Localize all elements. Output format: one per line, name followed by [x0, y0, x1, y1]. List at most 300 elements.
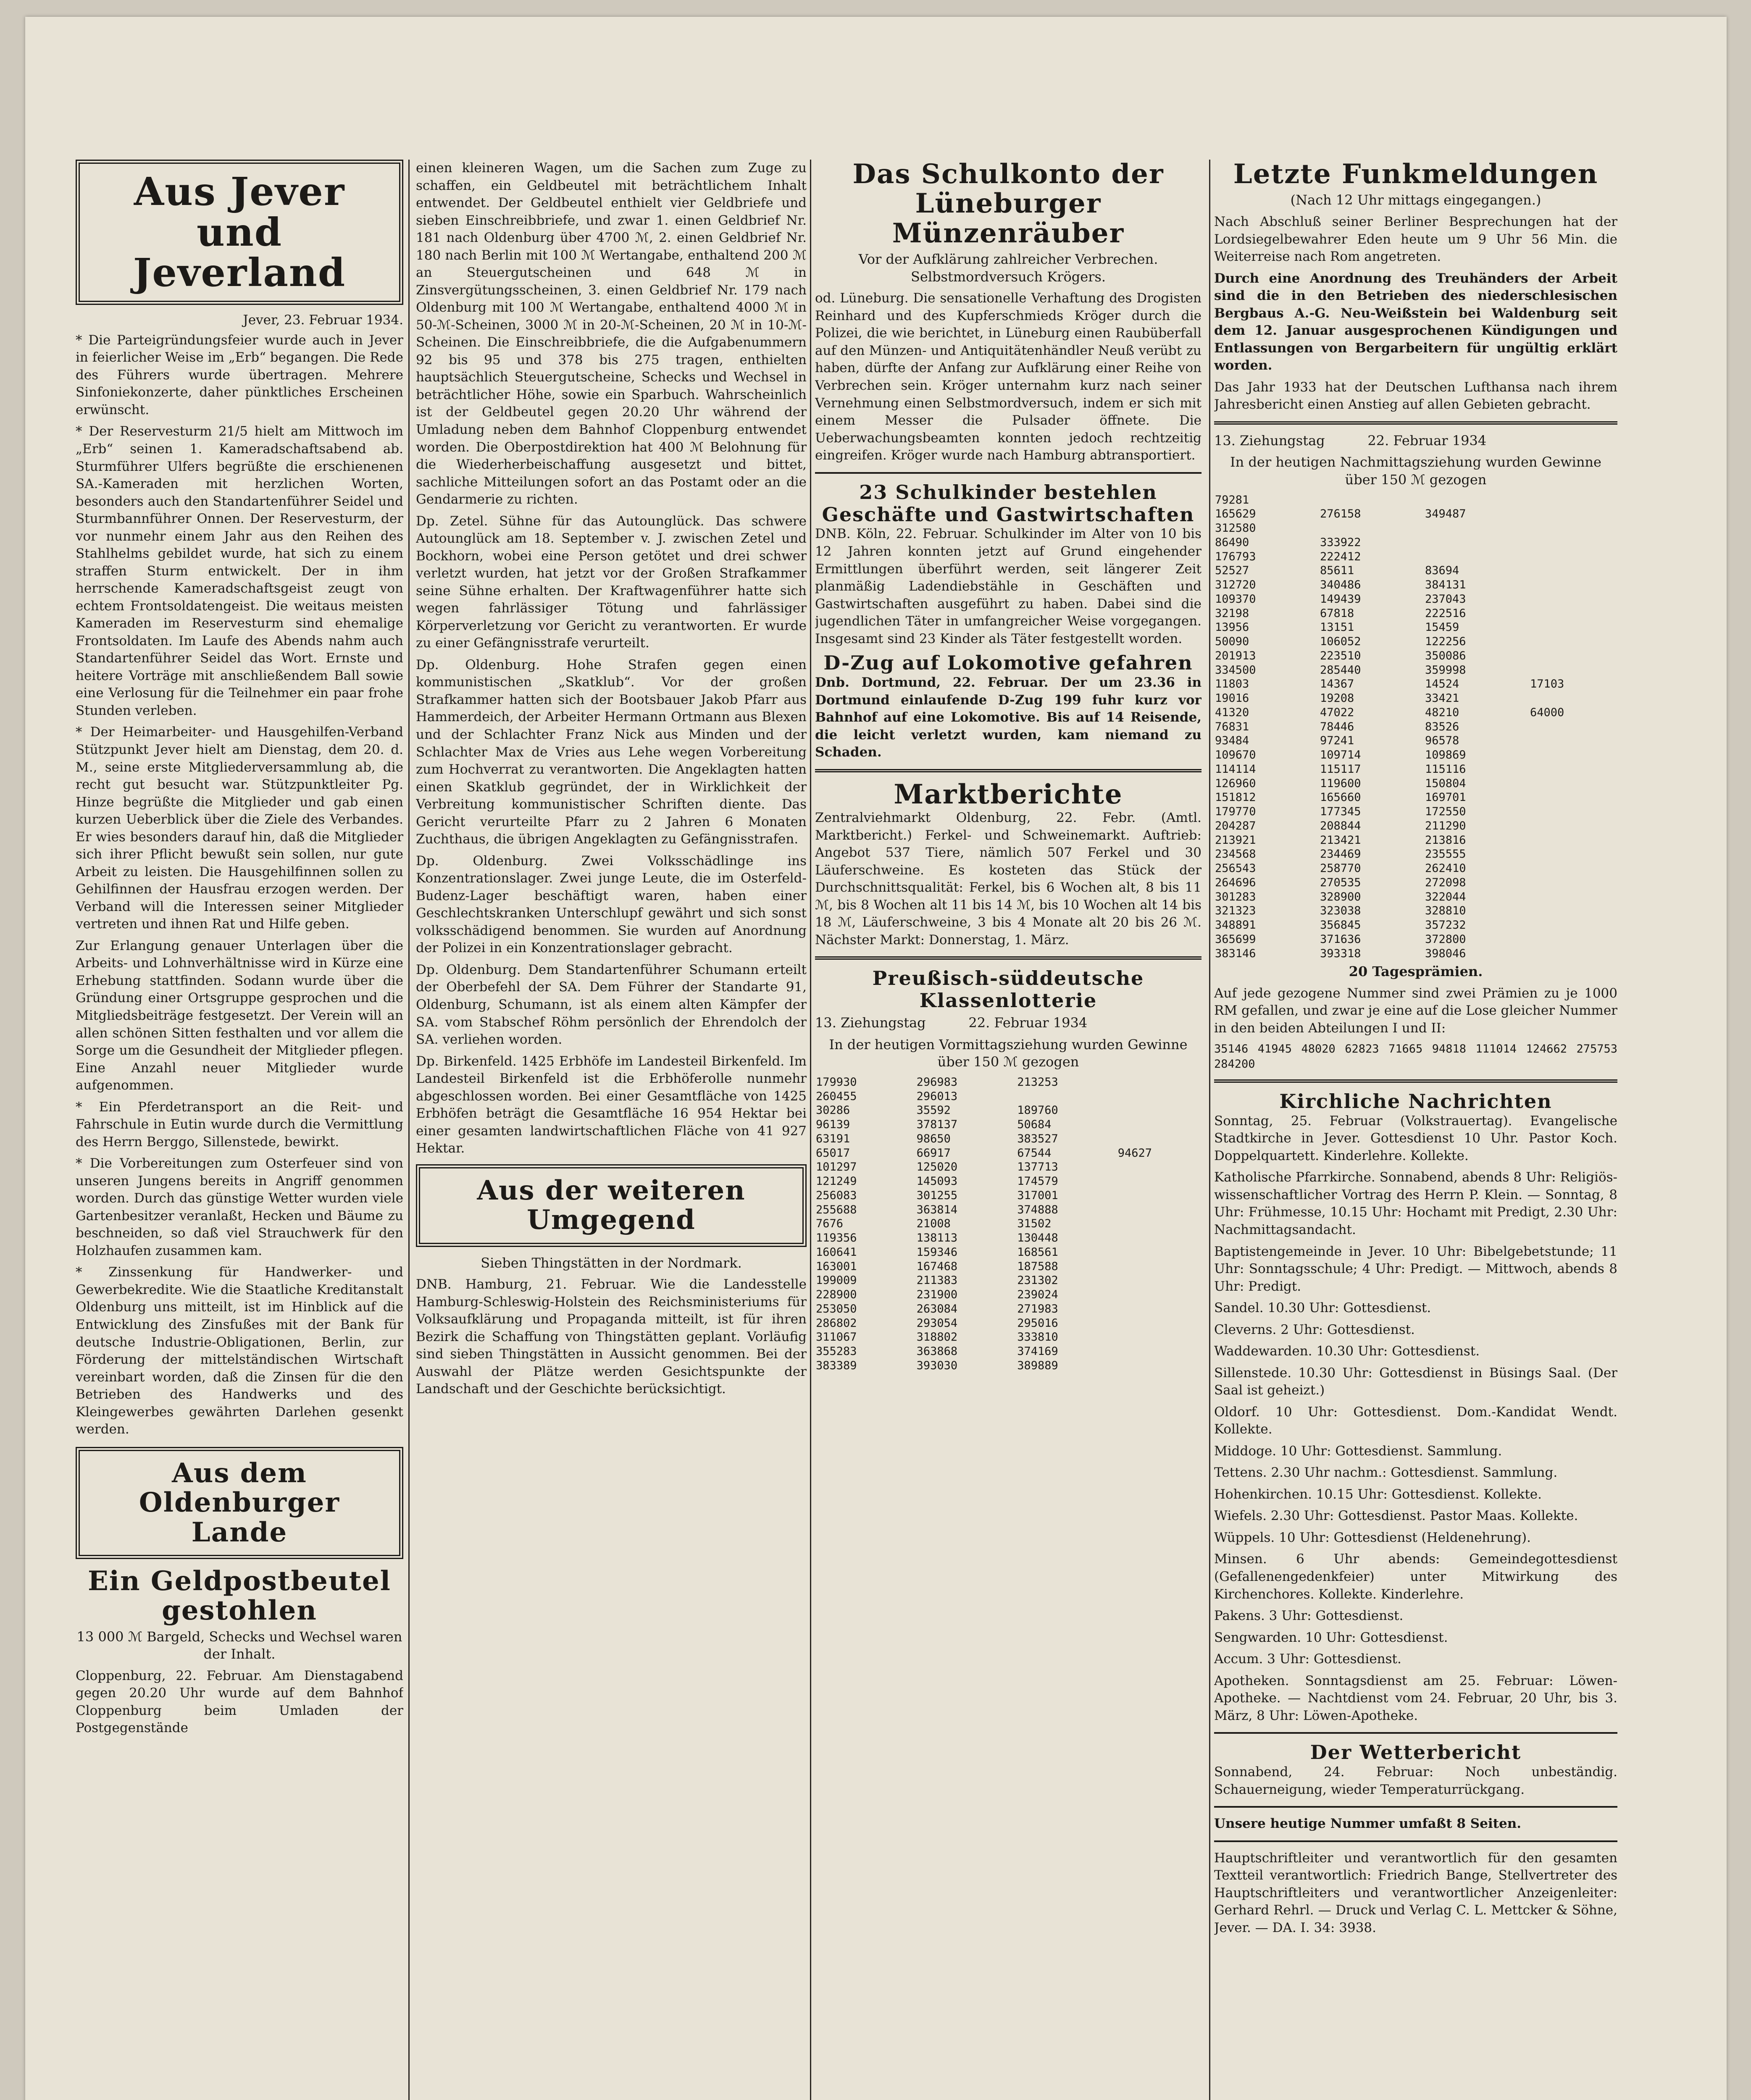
table-cell: 258770	[1320, 862, 1361, 875]
lottery-head: 13. Ziehungstag 22. Februar 1934	[1214, 432, 1487, 449]
table-cell: 151812	[1215, 791, 1256, 804]
article-subheadline: 13 000 ℳ Bargeld, Schecks und Wechsel waren der Inhalt.	[76, 1628, 402, 1662]
table-cell: 187588	[1017, 1260, 1058, 1273]
table-cell: 223510	[1320, 649, 1361, 662]
church-item: Sillenstede. 10.30 Uhr: Gottesdienst in Büsings Saal. (Der Saal ist geheizt.)	[1214, 1365, 1617, 1398]
table-cell: 48210	[1425, 706, 1459, 719]
church-item: Accum. 3 Uhr: Gottesdienst.	[1214, 1651, 1401, 1667]
table-cell: 213253	[1017, 1075, 1058, 1089]
table-row	[1214, 790, 1617, 805]
table-row	[1214, 706, 1617, 720]
table-row	[815, 1302, 1202, 1316]
table-cell: 169701	[1425, 791, 1466, 804]
table-row	[1214, 890, 1617, 904]
table-cell: 296013	[916, 1089, 958, 1103]
table-row	[815, 1160, 1202, 1174]
table-cell: 222412	[1320, 550, 1361, 563]
table-cell: 208844	[1320, 819, 1361, 832]
table-cell: 119356	[816, 1231, 857, 1245]
table-cell: 348891	[1215, 919, 1256, 932]
church-item: Middoge. 10 Uhr: Gottesdienst. Sammlung.	[1214, 1443, 1502, 1459]
table-cell: 163001	[816, 1260, 857, 1273]
table-row	[1214, 493, 1617, 507]
table-cell: 78446	[1320, 720, 1354, 733]
imprint: Hauptschriftleiter und verantwortlich für den gesamten Textteil verantwortlich: Friedrich Bange, Stellvertreter des Hauptschriftleiters und verantwortlicher Anzeigenleiter: Gerhard Rehrl. — Druck und Verlag C. L. Mettcker & Söhne, Jever. — DA. I. 34: 3938.	[1214, 1850, 1617, 1935]
article-headline: Ein Geldpostbeutel gestohlen	[88, 1565, 391, 1627]
table-row	[815, 1330, 1202, 1344]
table-cell: 168561	[1017, 1245, 1058, 1259]
dateline: Jever, 23. Februar 1934.	[243, 312, 403, 328]
table-cell: 35592	[916, 1104, 951, 1117]
table-cell: 149439	[1320, 592, 1361, 606]
table-row	[815, 1273, 1202, 1288]
table-row	[815, 1132, 1202, 1146]
column-rule	[810, 160, 811, 2100]
table-cell: 201913	[1215, 649, 1256, 662]
table-cell: 66917	[916, 1146, 951, 1160]
table-row	[815, 1231, 1202, 1245]
table-cell: 323038	[1320, 904, 1361, 918]
news-paragraph: * Zinssenkung für Handwerker- und Gewerbekredite. Wie die Staatliche Kreditanstalt Oldenburg uns mitteilt, ist im Hinblick auf die Entwicklung des Zinsfußes mit der Bank für deutsche Industrie-Obligationen, Berlin, zur Förderung der mittelständischen Wirtschaft vereinbart worden, daß die Zinsen für die den Betrieben des Handwerks und des Kleingewerbes gewährten Darlehen gesenkt werden.	[76, 1265, 403, 1437]
table-cell: 96139	[816, 1118, 850, 1131]
table-row	[1214, 861, 1617, 876]
news-paragraph: * Ein Pferdetransport an die Reit- und Fahrschule in Eutin wurde durch die Vermittlung des Herrn Berggo, Sillenstede, bewirkt.	[76, 1099, 403, 1150]
table-row	[815, 1245, 1202, 1260]
table-cell: 167468	[916, 1260, 958, 1273]
table-cell: 374169	[1017, 1345, 1058, 1358]
table-row	[1214, 847, 1617, 861]
table-cell: 213816	[1425, 833, 1466, 847]
table-cell: 76831	[1215, 720, 1249, 733]
news-paragraph: Dp. Oldenburg. Zwei Volksschädlinge ins Konzentrationslager. Zwei junge Leute, die im Osterfeld-Budenz-Lager beschäftigt waren, haben einer Geschlechtskranken Unterschlupf gewährt und sich sonst volksschädigend benommen. Sie wurden auf Anordnung der Polizei in ein Konzentrationslager gebracht.	[416, 853, 807, 956]
news-paragraph: * Die Parteigründungsfeier wurde auch in Jever in feierlicher Weise im „Erb“ begangen. Die Rede des Führers wurde übertragen. Mehrere Sinfoniekonzerte, daher pünktliches Erscheinen erwünscht.	[76, 332, 403, 417]
table-cell: 253050	[816, 1302, 857, 1315]
table-row	[1214, 947, 1617, 961]
table-cell: 7676	[816, 1217, 844, 1231]
table-cell: 176793	[1215, 550, 1256, 563]
table-cell: 350086	[1425, 649, 1466, 662]
table-cell: 363814	[916, 1203, 958, 1216]
divider	[1214, 1732, 1617, 1734]
church-item: Katholische Pfarrkirche. Sonnabend, abends 8 Uhr: Religiös-wissenschaftlicher Vortrag des Herrn P. Klein. — Sonntag, 8 Uhr: Frühmesse, 10.15 Uhr: Hochamt mit Predigt, 2.30 Uhr: Nachmittagsandacht.	[1214, 1170, 1617, 1237]
table-cell: 98650	[916, 1132, 951, 1145]
weather-text: Sonnabend, 24. Februar: Noch unbeständig. Schauerneigung, wieder Temperaturrückgang.	[1214, 1764, 1617, 1797]
table-row	[1214, 507, 1617, 521]
table-row	[1214, 649, 1617, 663]
table-row	[815, 1344, 1202, 1359]
table-cell: 256083	[816, 1189, 857, 1202]
column-news	[815, 160, 1202, 1373]
table-cell: 32198	[1215, 606, 1249, 620]
news-paragraph: od. Lüneburg. Die sensationelle Verhaftung des Drogisten Reinhard und des Kupferschmieds Kröger durch die Polizei, die wie berichtet, in Lüneburg einen Raubüberfall auf den Münzen- und Antiquitätenhändler Neuß verübt zu haben, dürfte der Anfang zur Aufklärung einer Reihe von Verbrechen sein. Kröger unternahm kurz nach seiner Vernehmung einen Selbstmordversuch, indem er sich mit einem Messer die Pulsader öffnete. Die Ueberwachungsbeamten konnten jedoch rechtzeitig eingreifen. Kröger wurde nach Hamburg abtransportiert.	[815, 291, 1202, 463]
table-cell: 122256	[1425, 635, 1466, 648]
table-cell: 13151	[1320, 621, 1354, 634]
premium-head: 20 Tagesprämien.	[1349, 963, 1483, 980]
table-row	[1214, 550, 1617, 564]
table-cell: 86490	[1215, 536, 1249, 549]
section-title: Kirchliche Nachrichten	[1279, 1089, 1552, 1113]
table-cell: 318802	[916, 1331, 958, 1344]
table-row	[1214, 932, 1617, 947]
church-item: Oldorf. 10 Uhr: Gottesdienst. Dom.-Kandidat Wendt. Kollekte.	[1214, 1404, 1617, 1437]
table-cell: 64000	[1530, 706, 1564, 719]
table-row	[1214, 805, 1617, 819]
table-cell: 340486	[1320, 578, 1361, 592]
premium-numbers: 35146 41945 48020 62823 71665 94818 111014 124662 275753 284200	[1214, 1042, 1617, 1071]
table-row	[1214, 663, 1617, 677]
table-cell: 296983	[916, 1075, 958, 1089]
table-cell: 83526	[1425, 720, 1459, 733]
church-item: Wüppels. 10 Uhr: Gottesdienst (Heldenehrung).	[1214, 1530, 1531, 1545]
table-cell: 234469	[1320, 848, 1361, 861]
table-row	[1214, 592, 1617, 606]
premium-text: Auf jede gezogene Nummer sind zwei Prämien zu je 1000 RM gefallen, und zwar je eine auf die Lose gleicher Nummer in den beiden Abteilungen I und II:	[1214, 985, 1617, 1036]
table-cell: 109714	[1320, 748, 1361, 762]
table-cell: 126960	[1215, 777, 1256, 790]
lottery-subhead: In der heutigen Nachmittagsziehung wurden Gewinne über 150 ℳ gezogen	[1230, 454, 1601, 488]
table-row	[815, 1203, 1202, 1217]
news-paragraph: Nach Abschluß seiner Berliner Besprechungen hat der Lordsiegelbewahrer Eden heute um 9 Uhr 56 Min. die Weiterreise nach Rom angetreten.	[1214, 214, 1617, 265]
table-row	[1214, 564, 1617, 578]
table-cell: 115116	[1425, 762, 1466, 776]
table-cell: 83694	[1425, 564, 1459, 578]
article-headline: D-Zug auf Lokomotive gefahren	[823, 651, 1193, 675]
table-cell: 115117	[1320, 762, 1361, 776]
table-cell: 270535	[1320, 876, 1361, 889]
column-rule	[408, 160, 410, 2100]
section-header-umgegend	[416, 1164, 807, 1247]
table-cell: 256543	[1215, 862, 1256, 875]
table-cell: 50684	[1017, 1118, 1052, 1131]
table-cell: 13956	[1215, 621, 1249, 634]
divider	[1214, 1079, 1617, 1083]
table-cell: 383146	[1215, 947, 1256, 960]
church-item: Pakens. 3 Uhr: Gottesdienst.	[1214, 1608, 1404, 1624]
divider	[815, 956, 1202, 960]
table-cell: 263084	[916, 1302, 958, 1315]
table-cell: 109370	[1215, 592, 1256, 606]
table-cell: 295016	[1017, 1316, 1058, 1330]
table-cell: 371636	[1320, 932, 1361, 946]
table-cell: 47022	[1320, 706, 1354, 719]
table-row	[815, 1089, 1202, 1104]
table-cell: 393030	[916, 1359, 958, 1372]
church-item: Waddewarden. 10.30 Uhr: Gottesdienst.	[1214, 1344, 1480, 1359]
table-row	[815, 1146, 1202, 1160]
table-row	[1214, 521, 1617, 536]
lottery-head: 13. Ziehungstag 22. Februar 1934	[815, 1015, 1088, 1031]
table-cell: 15459	[1425, 621, 1459, 634]
table-cell: 199009	[816, 1274, 857, 1287]
table-cell: 321323	[1215, 904, 1256, 918]
table-cell: 31502	[1017, 1217, 1052, 1231]
table-cell: 179770	[1215, 805, 1256, 819]
table-row	[1214, 876, 1617, 890]
table-row	[815, 1359, 1202, 1373]
table-cell: 189760	[1017, 1104, 1058, 1117]
church-item: Hohenkirchen. 10.15 Uhr: Gottesdienst. Kollekte.	[1214, 1486, 1542, 1502]
table-cell: 179930	[816, 1075, 857, 1089]
table-cell: 63191	[816, 1132, 850, 1145]
table-cell: 374888	[1017, 1203, 1058, 1216]
table-cell: 101297	[816, 1160, 857, 1174]
table-cell: 211290	[1425, 819, 1466, 832]
table-cell: 213421	[1320, 833, 1361, 847]
table-row	[815, 1288, 1202, 1302]
table-row	[1214, 578, 1617, 592]
table-cell: 359998	[1425, 663, 1466, 677]
table-row	[1214, 720, 1617, 734]
table-cell: 114114	[1215, 762, 1256, 776]
news-paragraph: Dp. Zetel. Sühne für das Autounglück. Das schwere Autounglück am 18. September v. J. zwischen Zetel und Bockhorn, wobei eine Person getötet und drei schwer verletzt wurden, hat jetzt vor der Großen Strafkammer seine Sühne erhalten. Der Kraftwagenführer hatte sich wegen fahrlässiger Tötung und fahrlässiger Körperverletzung vor Gericht zu verantworten. Er wurde zu einer Gefängnisstrafe verurteilt.	[416, 513, 807, 651]
table-cell: 333810	[1017, 1331, 1058, 1344]
table-cell	[1117, 1089, 1202, 1104]
news-paragraph: * Die Vorbereitungen zum Osterfeuer sind von unseren Jungens bereits in Angriff genommen worden. Durch das günstige Wetter wurden viele Gartenbesitzer veranlaßt, Hecken und Bäume zu beschneiden, so daß viel Strauchwerk für den Holzhaufen zusammen kam.	[76, 1156, 403, 1258]
article-subheadline: Vor der Aufklärung zahlreicher Verbrechen. Selbstmordversuch Krögers.	[858, 251, 1158, 285]
table-row	[1214, 833, 1617, 848]
column-funk	[1214, 160, 1617, 1941]
column-jever	[76, 160, 403, 1741]
table-cell: 398046	[1425, 947, 1466, 960]
section-title: Letzte Funkmeldungen	[1233, 160, 1599, 190]
table-cell: 328810	[1425, 904, 1466, 918]
pages-note: Unsere heutige Nummer umfaßt 8 Seiten.	[1214, 1816, 1522, 1832]
table-cell: 93484	[1215, 734, 1249, 748]
table-cell: 172550	[1425, 805, 1466, 819]
church-item: Minsen. 6 Uhr abends: Gemeindegottesdienst (Gefallenengedenkfeier) unter Mitwirkung des Kirchenchores. Kollekte. Kinderlehre.	[1214, 1551, 1617, 1602]
table-cell: 21008	[916, 1217, 951, 1231]
table-cell: 272098	[1425, 876, 1466, 889]
table-cell: 14367	[1320, 677, 1354, 691]
news-paragraph: Das Jahr 1933 hat der Deutschen Lufthansa nach ihrem Jahresbericht einen Anstieg auf allen Gebieten gebracht.	[1214, 379, 1617, 412]
table-cell: 389889	[1017, 1359, 1058, 1372]
table-cell: 50090	[1215, 635, 1249, 648]
table-cell: 328900	[1320, 890, 1361, 903]
table-cell: 286802	[816, 1316, 857, 1330]
table-cell: 19016	[1215, 692, 1249, 705]
table-row	[1214, 748, 1617, 762]
section-header-jever	[76, 160, 403, 305]
table-cell: 67544	[1017, 1146, 1052, 1160]
table-cell: 119600	[1320, 777, 1361, 790]
table-row	[815, 1118, 1202, 1132]
table-row	[1214, 918, 1617, 932]
divider	[815, 472, 1202, 474]
table-cell: 150804	[1425, 777, 1466, 790]
table-cell: 65017	[816, 1146, 850, 1160]
table-cell: 312580	[1215, 522, 1256, 535]
table-row	[1214, 606, 1617, 621]
table-cell: 33421	[1425, 692, 1459, 705]
table-cell: 285440	[1320, 663, 1361, 677]
section-header-oldenburg	[76, 1447, 403, 1559]
table-cell: 30286	[816, 1104, 850, 1117]
table-cell: 125020	[916, 1160, 958, 1174]
table-cell: 293054	[916, 1316, 958, 1330]
table-cell: 228900	[816, 1288, 857, 1302]
table-cell: 121249	[816, 1175, 857, 1188]
table-cell: 67818	[1320, 606, 1354, 620]
table-cell: 372800	[1425, 932, 1466, 946]
table-cell: 378137	[916, 1118, 958, 1131]
table-row	[1214, 620, 1617, 635]
table-cell: 349487	[1425, 507, 1466, 521]
church-item: Tettens. 2.30 Uhr nachm.: Gottesdienst. Sammlung.	[1214, 1465, 1558, 1480]
article-subheadline: Sieben Thingstätten in der Nordmark.	[481, 1255, 742, 1271]
news-paragraph: Dp. Oldenburg. Dem Standartenführer Schumann erteilt der Oberbefehl der SA. Dem Führer der Standarte 91, Oldenburg, Schumann, ist als einem alten Kämpfer der SA. vom Stabschef Röhm persönlich der Ehrendolch der SA. verliehen worden.	[416, 962, 807, 1047]
table-row	[815, 1260, 1202, 1274]
news-paragraph: Dp. Birkenfeld. 1425 Erbhöfe im Landesteil Birkenfeld. Im Landesteil Birkenfeld ist die Erbhöferolle nunmehr abgeschlossen worden. Bei einer Gesamtfläche von 1425 Erbhöfen beträgt die Gesamtfläche 16 954 Hektar bei einer gesamten landwirtschaftlichen Fläche von 41 927 Hektar.	[416, 1053, 807, 1156]
table-cell: 96578	[1425, 734, 1459, 748]
table-cell: 231302	[1017, 1274, 1058, 1287]
table-cell: 204287	[1215, 819, 1256, 832]
table-cell: 137713	[1017, 1160, 1058, 1174]
news-paragraph: Dnb. Dortmund, 22. Februar. Der um 23.36 in Dortmund einlaufende D-Zug 199 fuhr kurz vor Bahnhof auf eine Lokomotive. Bis auf 14 Reisende, die leicht verletzt wurden, kam niemand zu Schaden.	[815, 675, 1202, 760]
table-cell: 165660	[1320, 791, 1361, 804]
table-row	[1214, 691, 1617, 706]
table-cell: 17103	[1530, 677, 1564, 691]
newspaper-page	[25, 17, 1727, 2100]
divider	[1214, 1806, 1617, 1808]
church-item: Apotheken. Sonntagsdienst am 25. Februar: Löwen-Apotheke. — Nachtdienst vom 24. Februar, 20 Uhr, bis 3. März, 8 Uhr: Löwen-Apotheke.	[1214, 1673, 1617, 1723]
table-cell: 365699	[1215, 932, 1256, 946]
section-title: Preußisch-süddeutsche Klassenlotterie	[872, 967, 1144, 1012]
article-headline: Das Schulkonto der Lüneburger Münzenräuber	[852, 160, 1164, 249]
church-item: Cleverns. 2 Uhr: Gottesdienst.	[1214, 1322, 1415, 1337]
table-cell: 239024	[1017, 1288, 1058, 1302]
table-cell: 41320	[1215, 706, 1249, 719]
table-row	[815, 1189, 1202, 1203]
table-cell: 160641	[816, 1245, 857, 1259]
church-item: Baptistengemeinde in Jever. 10 Uhr: Bibelgebetstunde; 11 Uhr: Sonntagsschule; 4 Uhr: Predigt. — Mittwoch, abends 8 Uhr: Predigt.	[1214, 1244, 1617, 1294]
table-row	[1214, 777, 1617, 791]
news-paragraph: Cloppenburg, 22. Februar. Am Dienstagabend gegen 20.20 Uhr wurde auf dem Bahnhof Cloppenburg beim Umladen der Postgegenstände	[76, 1668, 403, 1736]
table-cell: 97241	[1320, 734, 1354, 748]
table-cell: 11803	[1215, 677, 1249, 691]
table-row	[1214, 762, 1617, 777]
table-cell: 19208	[1320, 692, 1354, 705]
news-paragraph: Durch eine Anordnung des Treuhänders der Arbeit sind die in den Betrieben des niederschlesischen Bergbaus A.-G. Neu-Weißstein bei Waldenburg seit dem 12. Januar ausgesprochenen Kündigungen und Entlassungen von Bergarbeitern für ungültig erklärt worden.	[1214, 270, 1617, 373]
table-row	[1214, 635, 1617, 649]
table-cell: 312720	[1215, 578, 1256, 592]
table-cell: 237043	[1425, 592, 1466, 606]
table-cell: 109869	[1425, 748, 1466, 762]
table-cell: 334500	[1215, 663, 1256, 677]
table-cell: 322044	[1425, 890, 1466, 903]
table-cell: 79281	[1215, 493, 1249, 507]
church-list	[1214, 1113, 1617, 1725]
news-paragraph: DNB. Köln, 22. Februar. Schulkinder im Alter von 10 bis 12 Jahren konnten jetzt auf Grund eingehender Ermittlungen überführt werden, seit längerer Zeit planmäßig Ladendiebstähle in Geschäften und Gastwirtschaften ausgeführt zu haben. Dabei sind die jugendlichen Täter in umfangreicher Weise vorgegangen. Insgesamt sind 23 Kinder als Täter festgestellt worden.	[815, 526, 1202, 646]
table-row	[1214, 536, 1617, 550]
table-cell: 276158	[1320, 507, 1361, 521]
table-cell: 355283	[816, 1345, 857, 1358]
table-cell: 106052	[1320, 635, 1361, 648]
table-cell: 255688	[816, 1203, 857, 1216]
section-title: Aus Jever und Jeverland	[133, 169, 346, 296]
table-cell: 222516	[1425, 606, 1466, 620]
table-cell: 174579	[1017, 1175, 1058, 1188]
news-paragraph: DNB. Hamburg, 21. Februar. Wie die Landesstelle Hamburg-Schleswig-Holstein des Reichsministeriums für Volksaufklärung und Propaganda mitteilt, ist für ihren Bezirk die Schaffung von Thingstätten geplant. Vorläufig sind sieben Thingstätten in Aussicht genommen. Bei der Auswahl der Plätze werden Gesichtspunkte der Landschaft und der Geschichte berücksichtigt.	[416, 1277, 807, 1397]
table-cell: 311067	[816, 1331, 857, 1344]
table-cell: 301283	[1215, 890, 1256, 903]
table-cell: 213921	[1215, 833, 1256, 847]
section-title: Marktberichte	[894, 778, 1123, 810]
news-paragraph: Zentralviehmarkt Oldenburg, 22. Febr. (Amtl. Marktbericht.) Ferkel- und Schweinemarkt. Auftrieb: Angebot 537 Tiere, nämlich 507 Ferkel und 30 Läuferschweine. Es kosteten das Stück der Durchschnittsqualität: Ferkel, bis 6 Wochen alt, 8 bis 11 ℳ, bis 8 Wochen alt 11 bis 14 ℳ, bis 10 Wochen alt 14 bis 18 ℳ, Läuferschweine, 3 bis 4 Monate alt 20 bis 26 ℳ. Nächster Markt: Donnerstag, 1. März.	[815, 810, 1202, 948]
news-paragraph: * Der Reservesturm 21/5 hielt am Mittwoch im „Erb“ seinen 1. Kameradschaftsabend ab. Sturmführer Ulfers begrüßte die erschienenen SA.-Kameraden mit herzlichen Worten, besonders auch den Standartenführer Seidel und Sturmbannführer Onnen. Der Reservesturm, der vor nunmehr einem Jahr aus den Reihen des Stahlhelms gebildet wurde, hat sich zu einem straffen Sturm entwickelt. Der in ihm herrschende Kameradschaftsgeist zeugt von echtem Frontsoldatengeist. Die weitaus meisten Kameraden im Reservesturm sind ehemalige Frontsoldaten. Im Laufe des Abends nahm auch Standartenführer Seidel das Wort. Ernste und heitere Vorträge mit anschließendem Ball sowie eine Verlosung für die Teilnehmer ein paar frohe Stunden verleben.	[76, 424, 403, 718]
table-cell: 317001	[1017, 1189, 1058, 1202]
news-paragraph: einen kleineren Wagen, um die Sachen zum Zuge zu schaffen, ein Geldbeutel mit beträchtlichem Inhalt entwendet. Der Geldbeutel enthielt vier Geldbriefe und sieben Einschreibbriefe, und zwar 1. einen Geldbrief Nr. 181 nach Oldenburg über 4700 ℳ, 2. einen Geldbrief Nr. 180 nach Berlin mit 100 ℳ Wertangabe, enthaltend 200 ℳ an Steuergutscheinen und 648 ℳ in Zinsvergütungsscheinen, 3. einen Geldbrief Nr. 179 nach Oldenburg mit 100 ℳ Wertangabe, enthaltend 4000 ℳ in 50-ℳ-Scheinen, 3000 ℳ in 20-ℳ-Scheinen, 20 ℳ in 10-ℳ-Scheinen. Die Einschreibbriefe, die die Aufgabenummern 92 bis 95 und 378 bis 275 tragen, enthielten hauptsächlich Steuergutscheine, Schecks und Wechsel in beträchtlicher Höhe, sowie ein Sparbuch. Wahrscheinlich ist der Geldbeutel gegen 20.20 Uhr während der Umladung neben dem Bahnhof Cloppenburg entwendet worden. Die Oberpostdirektion hat 400 ℳ Belohnung für die Wiederherbeischaffung ausgesetzt und bittet, sachliche Mitteilungen sofort an das Postamt oder an die Gendarmerie zu richten.	[416, 160, 807, 507]
section-title: Der Wetterbericht	[1310, 1741, 1522, 1764]
section-subtitle: (Nach 12 Uhr mittags eingegangen.)	[1290, 192, 1541, 208]
table-cell: 262410	[1425, 862, 1466, 875]
table-row	[815, 1174, 1202, 1189]
column-rule	[1209, 160, 1210, 2100]
table-cell: 165629	[1215, 507, 1256, 521]
table-cell: 231900	[916, 1288, 958, 1302]
news-paragraph: Dp. Oldenburg. Hohe Strafen gegen einen kommunistischen „Skatklub“. Vor der großen Strafkammer hatten sich der Bootsbauer Jakob Pfarr aus Hammerdeich, der Arbeiter Hermann Ortmann aus Blexen und der Schlachter Franz Nick aus Minden und der Schlachter Max de Vries aus Lehe wegen Vorbereitung zum Hochverrat zu verantworten. Die Angeklagten hatten einen Skatklub gegründet, der in Wirklichkeit der Verbreitung kommunistischer Schriften diente. Das Gericht verurteilte Pfarr zu 2 Jahren 6 Monaten Zuchthaus, die übrigen Angeklagten zu Gefängnisstrafen.	[416, 657, 807, 847]
table-cell: 384131	[1425, 578, 1466, 592]
table-cell	[1016, 1089, 1117, 1104]
church-item: Sengwarden. 10 Uhr: Gottesdienst.	[1214, 1630, 1448, 1645]
table-cell: 138113	[916, 1231, 958, 1245]
table-cell: 363868	[916, 1345, 958, 1358]
table-row	[1214, 734, 1617, 748]
table-cell: 356845	[1320, 919, 1361, 932]
table-row	[1214, 904, 1617, 918]
lottery-subhead: In der heutigen Vormittagsziehung wurden Gewinne über 150 ℳ gezogen	[829, 1036, 1188, 1070]
table-row	[815, 1217, 1202, 1231]
table-cell: 234568	[1215, 848, 1256, 861]
table-cell: 52527	[1215, 564, 1249, 578]
table-row	[815, 1316, 1202, 1331]
lottery-table	[815, 1075, 1202, 1373]
table-row	[1214, 677, 1617, 691]
table-cell: 94627	[1117, 1146, 1152, 1160]
table-cell: 383527	[1017, 1132, 1058, 1145]
news-paragraph: Zur Erlangung genauer Unterlagen über die Arbeits- und Lohnverhältnisse wird in Kürze eine Erhebung stattfinden. Sodann wurde über die Gründung einer Ortsgruppe gesprochen und die Mitgliedsbeiträge festgesetzt. Der Verein will an allen schönen Sitten festhalten und vor allem die Sorge um die Gesundheit der Mitglieder pflegen. Eine Anzahl neuer Mitglieder wurde aufgenommen.	[76, 938, 403, 1093]
table-cell: 333922	[1320, 536, 1361, 549]
divider	[815, 769, 1202, 772]
lottery-table	[1214, 493, 1617, 961]
section-title: Aus der weiteren Umgegend	[477, 1174, 746, 1236]
divider	[1214, 1840, 1617, 1842]
table-cell: 260455	[816, 1089, 857, 1103]
section-title: Aus dem Oldenburger Lande	[139, 1457, 340, 1548]
church-item: Sonntag, 25. Februar (Volkstrauertag). Evangelische Stadtkirche in Jever. Gottesdienst 10 Uhr. Pastor Koch. Doppelquartett. Kinderlehre. Kollekte.	[1214, 1113, 1617, 1163]
table-cell: 14524	[1425, 677, 1459, 691]
church-item: Wiefels. 2.30 Uhr: Gottesdienst. Pastor Maas. Kollekte.	[1214, 1508, 1578, 1524]
table-cell: 85611	[1320, 564, 1354, 578]
table-cell: 145093	[916, 1175, 958, 1188]
divider	[1214, 421, 1617, 425]
table-cell: 177345	[1320, 805, 1361, 819]
table-cell: 357232	[1425, 919, 1466, 932]
table-row	[815, 1075, 1202, 1089]
column-regional	[416, 160, 807, 1402]
table-cell: 159346	[916, 1245, 958, 1259]
news-paragraph: * Der Heimarbeiter- und Hausgehilfen-Verband Stützpunkt Jever hielt am Dienstag, dem 20. d. M., seine erste Mitgliederversammlung ab, die recht gut besucht war. Stützpunktleiter Pg. Hinze begrüßte die Mitglieder und gab einen kurzen Ueberblick über die Ziele des Verbandes. Er wies besonders darauf hin, daß die Mitglieder sich ihrer Pflicht bewußt sein sollen, nur gute Arbeit zu leisten. Die Hausgehilfinnen sollen zu Gehilfinnen der Hausfrau erzogen werden. Der Verband will die Interessen seiner Mitglieder vertreten und ihnen Rat und Hilfe geben.	[76, 724, 403, 932]
table-cell: 393318	[1320, 947, 1361, 960]
table-cell: 211383	[916, 1274, 958, 1287]
table-row	[1214, 819, 1617, 833]
table-cell: 235555	[1425, 848, 1466, 861]
table-cell: 271983	[1017, 1302, 1058, 1315]
table-cell: 130448	[1017, 1231, 1058, 1245]
table-cell: 109670	[1215, 748, 1256, 762]
table-cell: 264696	[1215, 876, 1256, 889]
table-row	[815, 1103, 1202, 1118]
table-cell: 383389	[816, 1359, 857, 1372]
